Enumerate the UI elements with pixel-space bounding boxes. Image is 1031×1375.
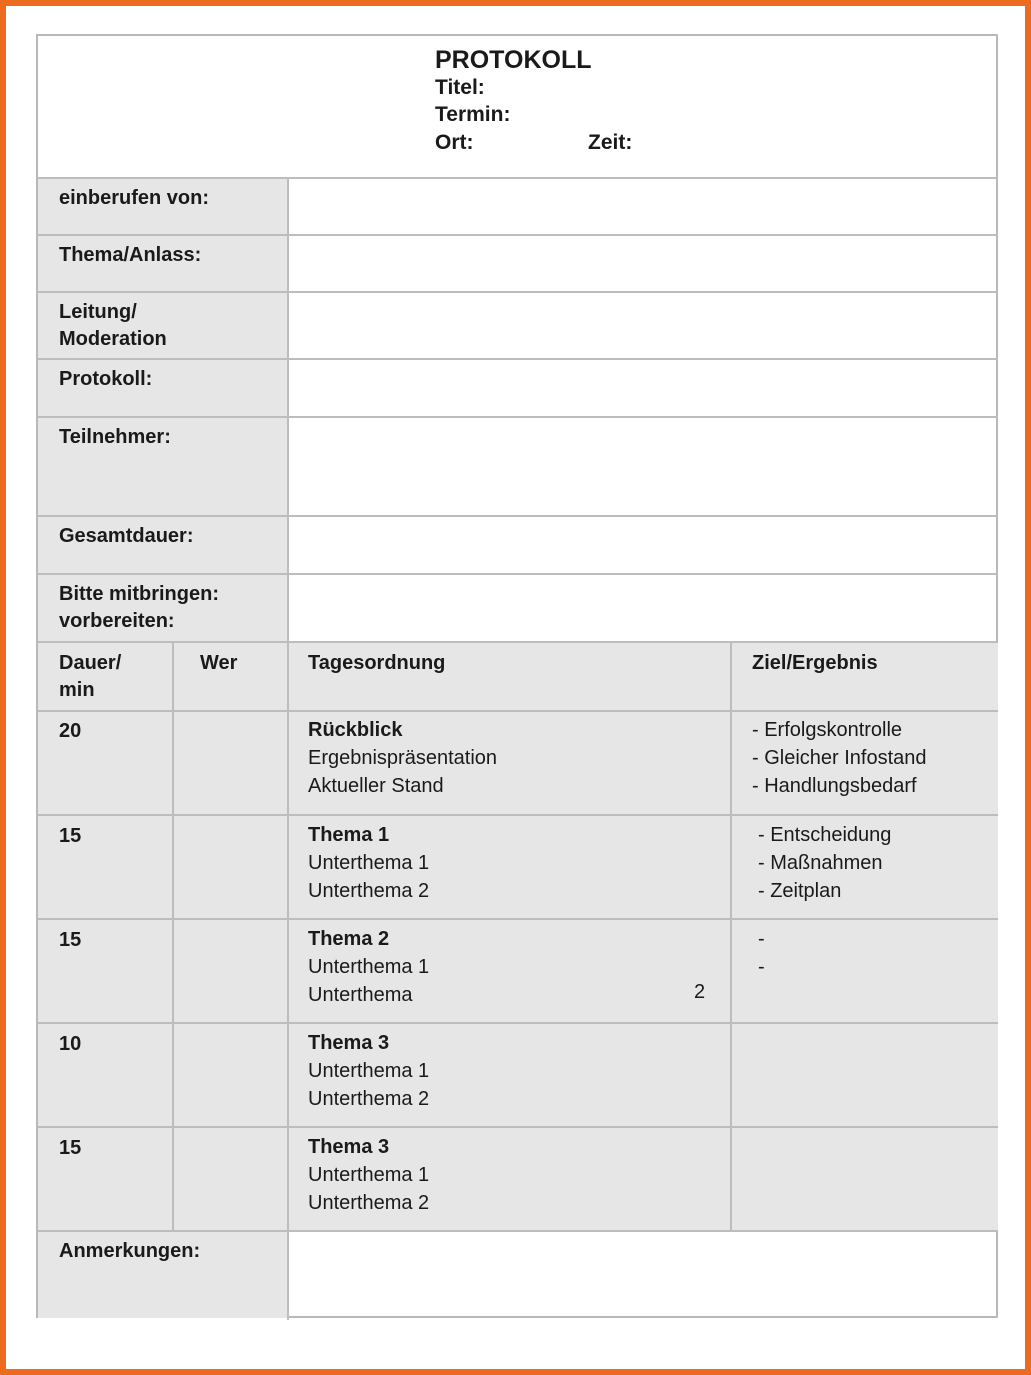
row1-agenda: Rückblick Ergebnispräsentation Aktueller Stand	[308, 719, 498, 797]
divider	[38, 710, 998, 712]
row3-sub2-number: 2	[694, 981, 706, 1003]
field-protokoll: Protokoll:	[38, 360, 287, 416]
field-anmerkungen: Anmerkungen:	[38, 1232, 287, 1318]
divider	[38, 515, 998, 517]
divider	[38, 291, 998, 293]
protocol-document	[36, 34, 998, 1318]
divider	[38, 814, 998, 816]
column-divider	[730, 641, 732, 1232]
field-einberufen: einberufen von:	[38, 179, 287, 234]
row3-agenda: Thema 2 Unterthema 1 Unterthema	[308, 928, 430, 1006]
titel-label: Titel:	[435, 76, 485, 99]
divider	[38, 1022, 998, 1024]
field-teilnehmer: Teilnehmer:	[38, 418, 287, 515]
divider	[38, 641, 998, 643]
field-thema-anlass: Thema/Anlass:	[38, 236, 287, 291]
row1-goals: - Erfolgskontrolle - Gleicher Infostand - Handlungsbedarf	[752, 719, 927, 797]
row2-goals: - Entscheidung - Maßnahmen - Zeitplan	[758, 824, 892, 902]
row1-dauer: 20	[59, 720, 82, 742]
document-title: PROTOKOLL	[435, 46, 592, 74]
col-dauer-header: Dauer/ min	[59, 652, 122, 701]
col-ziel-header: Ziel/Ergebnis	[752, 652, 878, 674]
divider	[38, 573, 998, 575]
row4-dauer: 10	[59, 1033, 82, 1055]
row3-dauer: 15	[59, 929, 82, 951]
divider	[38, 416, 998, 418]
row2-agenda: Thema 1 Unterthema 1 Unterthema 2	[308, 824, 430, 902]
column-divider	[172, 641, 174, 1232]
row4-agenda: Thema 3 Unterthema 1 Unterthema 2	[308, 1032, 430, 1110]
field-bitte-mitbringen: Bitte mitbringen: vorbereiten:	[38, 575, 287, 641]
row3-goals: - -	[758, 928, 765, 978]
row2-dauer: 15	[59, 825, 82, 847]
column-divider	[287, 177, 289, 1320]
divider	[38, 1230, 998, 1232]
divider	[38, 234, 998, 236]
col-tagesordnung-header: Tagesordnung	[308, 652, 446, 674]
divider	[38, 358, 998, 360]
divider	[38, 177, 998, 179]
row5-agenda: Thema 3 Unterthema 1 Unterthema 2	[308, 1136, 430, 1214]
field-leitung: Leitung/ Moderation	[38, 293, 287, 358]
field-gesamtdauer: Gesamtdauer:	[38, 517, 287, 573]
divider	[38, 1126, 998, 1128]
zeit-label: Zeit:	[588, 131, 633, 154]
divider	[38, 918, 998, 920]
termin-label: Termin:	[435, 103, 511, 126]
row5-dauer: 15	[59, 1137, 82, 1159]
col-wer-header: Wer	[200, 652, 238, 674]
ort-label: Ort:	[435, 131, 474, 154]
